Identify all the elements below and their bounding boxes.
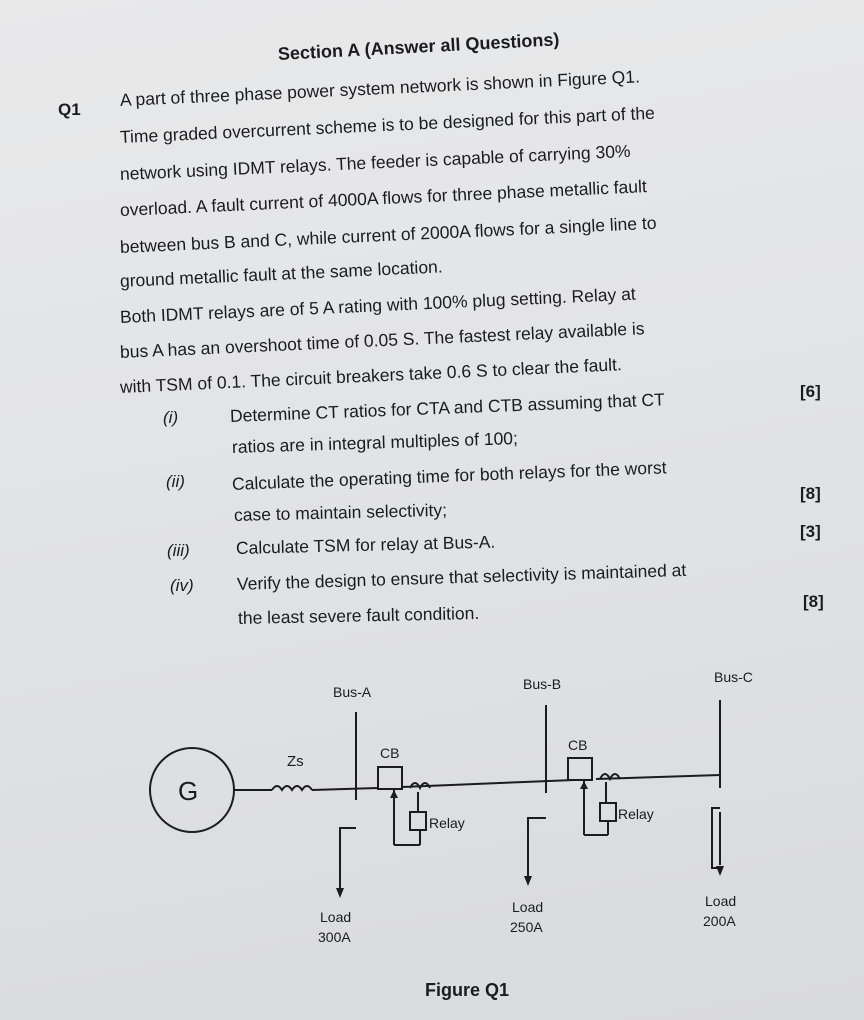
bus-label: Bus-C [714,669,753,685]
question-line: Both IDMT relays are of 5 A rating with 100% plug setting. Relay at [119,283,637,327]
marks: [6] [800,382,821,401]
part-line: case to maintain selectivity; [233,499,448,525]
figure-caption: Figure Q1 [425,980,510,1000]
part-line: the least severe fault condition. [237,602,480,628]
relay-b-box [600,803,616,821]
part-line: Calculate the operating time for both relays for the worst [231,457,667,494]
load-label: Load [320,909,352,925]
load-label: Load [512,899,544,915]
load-value: 200A [703,913,736,929]
load-label: Load [705,893,737,909]
question-line: Time graded overcurrent scheme is to be designed for this part of the [119,102,656,147]
question-line: bus A has an overshoot time of 0.05 S. The fastest relay available is [119,318,645,362]
generator-label: G [178,776,199,806]
part-number: (i) [163,408,179,427]
marks: [8] [803,592,824,611]
load-a-arrow [336,888,344,898]
load-c-arrow [716,866,724,876]
load-value: 250A [510,919,543,935]
breaker-label: CB [380,745,400,761]
relay-b-arrow [580,781,588,789]
circuit-breaker-b [568,758,592,780]
part-number: (iii) [167,541,190,560]
question-line: between bus B and C, while current of 2000A flows for a single line to [119,212,657,257]
marks: [8] [800,484,821,503]
question-line: A part of three phase power system network is shown in Figure Q1. [119,66,641,110]
relay-label: Relay [429,815,465,831]
part-line: Verify the design to ensure that selectivity is maintained at [236,559,687,594]
section-title: Section A (Answer all Questions) [277,29,560,64]
bus-label: Bus-B [523,676,562,692]
relay-label: Relay [618,806,654,822]
load-b-arrow [524,876,532,886]
part-line: Calculate TSM for relay at Bus-A. [235,531,496,558]
bus-label: Bus-A [333,684,372,700]
question-line: overload. A fault current of 4000A flows for three phase metallic fault [119,176,648,220]
question-line: ground metallic fault at the same location. [119,256,444,291]
relay-a-box [410,812,426,830]
marks: [3] [800,522,821,541]
part-line: ratios are in integral multiples of 100; [231,428,519,457]
impedance-symbol [272,786,312,790]
part-number: (iv) [170,576,194,595]
part-number: (ii) [166,472,185,491]
question-line: with TSM of 0.1. The circuit breakers take 0.6 S to clear the fault. [119,354,623,397]
relay-a-arrow [390,790,398,798]
circuit-breaker-a [378,767,402,789]
impedance-label: Zs [287,753,304,770]
breaker-label: CB [568,737,588,753]
part-line: Determine CT ratios for CTA and CTB assuming that CT [229,389,666,426]
question-line: network using IDMT relays. The feeder is capable of carrying 30% [119,140,631,184]
load-value: 300A [318,929,351,945]
question-number: Q1 [58,100,81,119]
